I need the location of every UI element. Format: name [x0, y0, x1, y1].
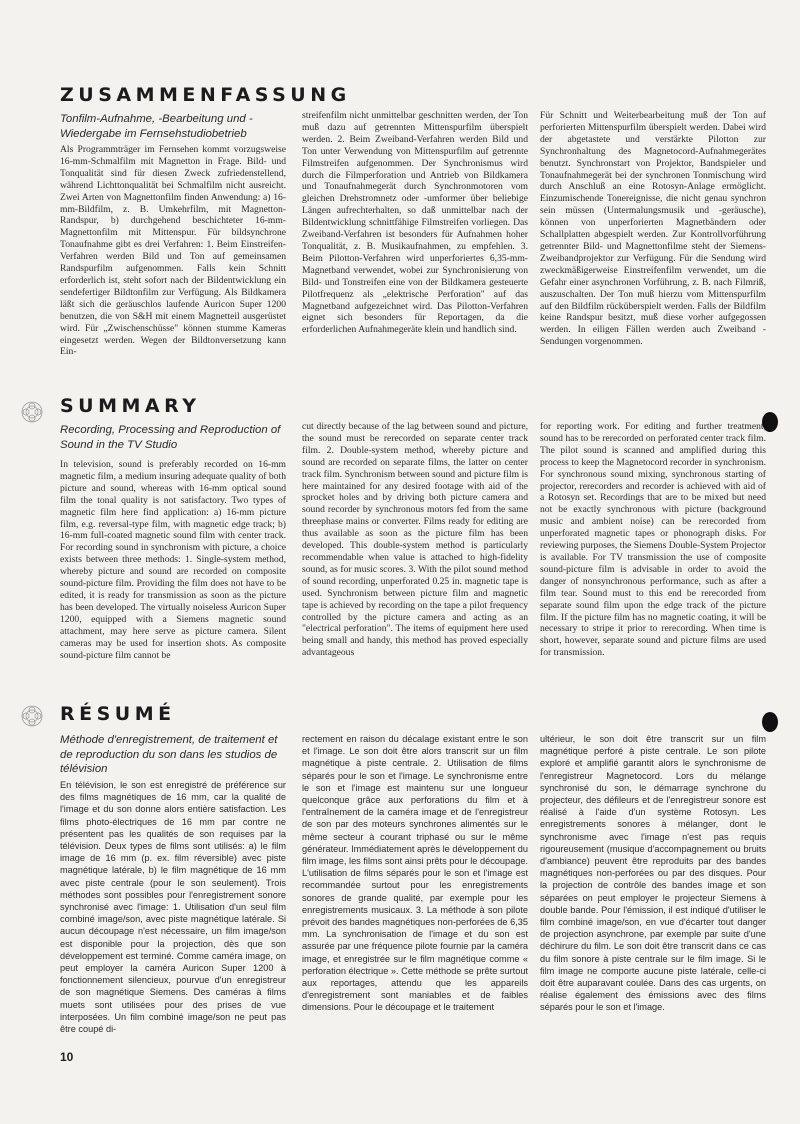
german-subtitle: Tonfilm-Aufnahme, -Bearbeitung und -Wiedergabe im Fernsehstudiobetrieb	[60, 113, 253, 140]
french-section	[60, 703, 770, 1043]
rosette-ornament	[20, 400, 44, 424]
german-column-1: Als Programmträger im Fernsehen kommt vorzugsweise 16-mm-Schmalfilm mit Magnetton in Frage. Bild- und Tonqualität sind für diesen Zweck zufriedenstellend, während Lichttonqualität bei Schmalfilm nicht ausreicht. Zwei Arten von Magnettonfilm finden Anwendung: a) 16-mm-Bildfilm, z. B. Umkehrfilm, mit Magnetton-Randspur, b) durchgehend beschichteter 16-mm-Magnettonfilm mit Mittenspur. Für bildsynchrone Tonaufnahme gibt es drei Verfahren: 1. Beim Einstreifen-Verfahren werden Bild und Ton auf gemeinsamen Randspurfilm aufgenommen. Falls kein Schnitt erforderlich ist, steht sofort nach der Bildentwicklung ein sendefertiger Bildtonfilm zur Verfügung. Als Bildkamera läßt sich die geräuschlos laufende Auricon Super 1200 benutzen, die von S&H mit einem Magnetteil ausgerüstet wird. Für „Zwischenschüsse" können stumme Kameras eingesetzt werden. Wegen der Bildtonversetzung kann Ein-	[60, 144, 286, 358]
english-column-1: In television, sound is preferably recorded on 16-mm magnetic film, a medium insuring adequate quality of both picture and sound, whereas with 16-mm optical sound film the tonal quality is not satisfactory. Two types of magnetic film here find application: a) 16-mm picture film, e.g. reversal-type film, with magnetic edge track; b) 16-mm full-coated magnetic sound film with center track. For recording sound in synchronism with picture, a choice exists between three methods: 1. Single-system method, whereby picture and sound are recorded on composite sound-picture film. Providing the film does not have to be edited, it is ready for transmission as soon as the picture has been developed. The virtually noiseless Auricon Super 1200, equipped with a Siemens magnetic sound attachment, may here serve as picture camera. Silent cameras may be used for insertion shots. As composite sound-picture film cannot be	[60, 459, 286, 661]
french-column-3: ultérieur, le son doit être transcrit sur un film magnétique perforé à piste centrale. Le son pilote exploré et amplifié garantit alors le synchronisme de l'enregistreur Magnetocord. Lors du mélange synchronisé du son, le démarrage synchrone du projecteur, des défileurs et de l'enregistreur sonore est réalisé à l'aide d'un système Rotosyn. Les enregistrements sonores à mélanger, dont le synchronisme avec l'image n'est pas requis rigoureusement (musique d'accompagnement ou bruits d'ambiance) peuvent être reproduits par des bandes magnétiques non-perforées ou par des disques. Pour la projection de contrôle des bandes image et son séparées on peut employer le projecteur Siemens à double bande. Pour l'émission, il est indiqué d'utiliser le film combiné image/son, en vue d'écarter tout danger de projection asynchrone, par exemple par suite d'une déchirure du film. Le son doit être transcrit dans ce cas du film sonore à piste centrale sur le film image. Si le film image ne comporte aucune piste latérale, celle-ci doit être auparavant coulée. Dans des cas urgents, on réalise également des émissions avec des films séparés pour le son et l'image.	[540, 734, 766, 1013]
english-column-3: for reporting work. For editing and further treatment, sound has to be rerecorded on perforated center track film. The pilot sound is scanned and amplified during this process to keep the Magnetocord recorder in synchronism. For synchronous sound mixing, synchronous starting of projector, rerecorders and recorder is achieved with aid of a Rotosyn set. Recordings that are to be mixed but need not be exactly synchronous with picture (background music and ambient noise) can be rerecorded from unperforated magnetic tapes or phonograph disks. For reviewing purposes, the Siemens Double-System Projector is available. For TV transmission the use of composite sound-picture film is advisable in order to avoid the danger of nonsynchronous performance, such as after a film tear. Sound must to this end be rerecorded from separate sound film upon the edge track of the picture film. If the picture film has no magnetic coating, it will be necessary to stripe it prior to rerecording. When time is short, however, separate sound and picture films are used for transmission.	[540, 421, 766, 659]
page-number: 10	[60, 1050, 74, 1064]
english-heading: SUMMARY	[60, 395, 201, 417]
rosette-ornament	[20, 704, 44, 728]
french-column-2: rectement en raison du décalage existant entre le son et l'image. Le son doit être alors transcrit sur un film magnétique à piste centrale. 2. Utilisation de films séparés pour le son et l'image. Le synchronisme entre le son et l'image est maintenu sur une longueur quelconque grâce aux perforations du film et à l'entraînement de la caméra image et de l'enregistreur de son par des moteurs synchrones alimentés sur le même secteur à courant triphasé ou sur le même générateur. Immédiatement après le développement du film image, les films sont ainsi prêts pour le découpage. L'utilisation de films séparés pour le son et l'image est recommandée surtout pour les enregistrements sonores de grande qualité, par exemple pour les enregistrements musicaux. 3. La méthode à son pilote prévoit des bandes magnétiques non-perforées de 6,35 mm. La synchronisation de l'image et du son est assurée par une fréquence pilote fournie par la caméra image, et enregistrée sur le film magnétique comme « perforation électrique ». Cette méthode se prête surtout aux reportages, attendu que les appareils d'enregistrement sont maniables et de faibles dimensions. Pour le découpage et le traitement	[302, 734, 528, 1013]
german-heading: ZUSAMMENFASSUNG	[60, 84, 351, 106]
english-subtitle: Recording, Processing and Reproduction of Sound in the TV Studio	[60, 424, 281, 451]
english-column-2: cut directly because of the lag between sound and picture, the sound must be rerecorded on separate center track film. 2. Double-system method, whereby picture and sound are recorded on separate films, the latter on center track film. Synchronism between sound and picture film is here maintained for any desired footage with aid of the sprocket holes and by driving both picture camera and sound recorder by synchronous motors fed from the same threephase mains or converter. Films ready for editing are thus available as soon as the picture film has been developed. This double-system method is particularly recommendable when value is attached to high-fidelity sound, as for music scores. 3. With the pilot sound method of sound recording, unperforated 0.25 in. magnetic tape is used. Synchronism between picture film and magnetic tape is achieved by recording on the tape a pilot frequency controlled by the picture camera and acting as an "electrical perforation". The items of equipment here used being small and handy, this method has proved especially advantageous	[302, 421, 528, 659]
french-column-1: En télévision, le son est enregistré de préférence sur des films magnétiques de 16 mm, car la qualité de l'image et du son donne alors entière satisfaction. Les films photo-électriques de 16 mm par contre ne présentent pas les qualités de son requises par la télévision. Deux types de films sont utilisés: a) le film image de 16 mm (p. ex. film réversible) avec piste magnétique latérale, b) le film magnétique de 16 mm avec piste centrale (pour le son seulement). Trois méthodes sont possibles pour l'enregistrement sonore synchronisé avec l'image: 1. Utilisation d'un seul film combiné image/son, avec piste magnétique latérale. Si aucun découpage n'est nécessaire, un film image/son est disponible pour la projection, dès que son développement est terminé. Comme caméra image, on peut employer la caméra Auricon Super 1200 à fonctionnement silencieux, pourvue d'un enregistreur de son magnétique Siemens. Des caméras à films muets sont utilisées pour des prises de vue interposées. Un film combiné image/son ne peut pas être coupé di-	[60, 780, 286, 1035]
french-heading: RÉSUMÉ	[60, 703, 176, 725]
german-section	[60, 84, 770, 384]
german-column-2: streifenfilm nicht unmittelbar geschnitten werden, der Ton muß dazu auf getrennten Mittenspurfilm überspielt werden. 2. Beim Zweiband-Verfahren werden Bild und Ton unter Verwendung von Mittenspurfilm auf getrennte Filmstreifen aufgenommen. Der Synchronismus wird durch die Filmperforation und Antrieb von Bildkamera und Tonaufnahmegerät durch Synchronmotoren vom gleichen Drehstromnetz oder -umformer über beliebige Längen aufrechterhalten, so daß unmittelbar nach der Bildentwicklung schnittfähige Filmstreifen vorliegen. Das Zweiband-Verfahren ist besonders für Aufnahmen hoher Tonqualität, z. B. Musikaufnahmen, zu empfehlen. 3. Beim Pilotton-Verfahren wird unperforiertes 6,35-mm-Magnetband verwendet, wobei zur Synchronisierung von Bild- und Tonstreifen eine von der Bildkamera gesteuerte Pilotfrequenz als „elektrische Perforation" auf das Magnetband aufgezeichnet wird. Das Pilotton-Verfahren eignet sich besonders für Reportagen, da die erforderlichen Aufnahmegeräte klein und handlich sind.	[302, 110, 528, 336]
english-section	[60, 395, 770, 695]
german-column-3: Für Schnitt und Weiterbearbeitung muß der Ton auf perforierten Mittenspurfilm überspielt werden. Dabei wird der abgetastete und verstärkte Pilotton zur Synchronhaltung des Magnetocord-Aufnahmegerätes benutzt. Synchronstart von Projektor, Bandspieler und Tonaufnahmegerät bei der synchronen Tonmischung wird durch Anschluß an eine Rotosyn-Anlage ermöglicht. Einzumischende Tonereignisse, die nicht genau synchron sein müssen (Untermalungsmusik und -geräusche), können von unperforierten Magnetbändern oder Schallplatten abgespielt werden. Zur Kontrollvorführung getrennter Bild- und Magnettonfilme steht der Siemens-Zweibandprojektor zur Verfügung. Für die Sendung wird zweckmäßigerweise Einstreifenfilm verwendet, um die Gefahr einer asynchronen Vorführung, z. B. nach Filmriß, auszuschalten. Der Ton muß hierzu vom Mittenspurfilm auf den Bildfilm rücküberspielt werden. Falls der Bildfilm keine Randspur besitzt, muß diese vorher aufgegossen werden. In eiligen Fällen werden auch Zweiband - Sendungen vorgenommen.	[540, 110, 766, 348]
french-subtitle: Méthode d'enregistrement, de traitement et de reproduction du son dans les studios de télévision	[60, 734, 278, 775]
